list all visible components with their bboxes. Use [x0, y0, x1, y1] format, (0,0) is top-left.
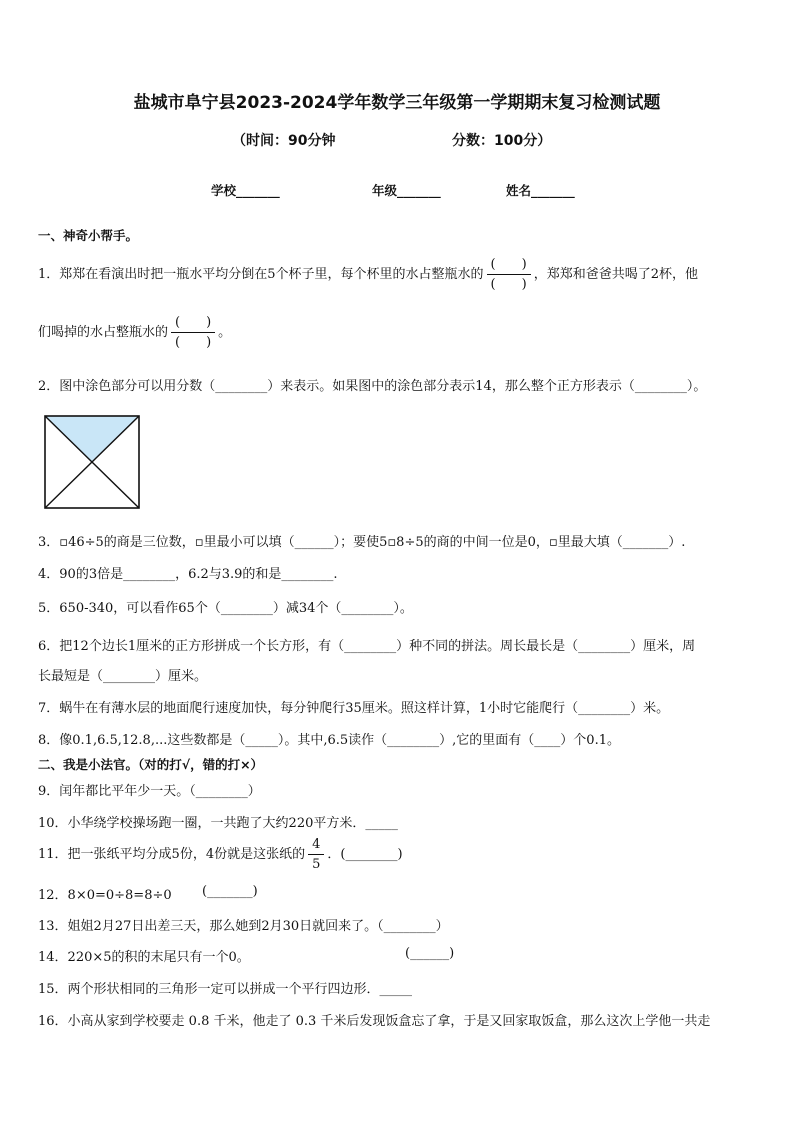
exam-title: 盐城市阜宁县2023-2024学年数学三年级第一学期期末复习检测试题: [133, 93, 661, 113]
question-5: 5．650-340，可以看作65个（________）减34个（________）。: [38, 601, 413, 616]
question-9: 9．闰年都比平年少一天。（________）: [38, 784, 261, 799]
question-1-line-1: [38, 258, 698, 291]
question-1-blank-fraction-2: [171, 316, 215, 349]
question-1-text-b: ，郑郑和爸爸共喝了2杯，他: [533, 267, 698, 282]
question-6-line-2: 长最短是（________）厘米。: [38, 669, 208, 684]
question-10: 10．小华绕学校操场跑一圈，一共跑了大约220平方米．_____: [38, 816, 398, 831]
question-8: 8．像0.1,6.5,12.8,...这些数都是（_____）。其中,6.5读作（________）,它的里面有（____）个0.1。: [38, 733, 620, 748]
question-12: 12．8×0=0÷8=8÷0: [38, 888, 172, 903]
school-field: 学校_______: [211, 183, 280, 198]
question-1-blank-fraction-1: [487, 258, 531, 291]
fraction-denominator: ( ): [490, 277, 527, 292]
question-1-line-2: [38, 316, 231, 349]
grade-field: 年级_______: [372, 183, 441, 198]
fraction-denominator: 5: [312, 857, 321, 872]
exam-time: （时间：90分钟: [232, 133, 336, 149]
question-11-fraction: [308, 838, 324, 871]
fraction-numerator: ( ): [171, 316, 215, 333]
question-12-answer-blank: (_______): [202, 884, 258, 899]
name-field: 姓名_______: [506, 183, 575, 198]
section-2-heading: 二、我是小法官。（对的打√，错的打×）: [38, 757, 264, 772]
question-11-text-a: 11．把一张纸平均分成5份，4份就是这张纸的: [38, 847, 306, 862]
section-1-heading: 一、神奇小帮手。: [38, 228, 139, 243]
question-13: 13．姐姐2月27日出差三天，那么她到2月30日就回来了。（________）: [38, 919, 449, 934]
question-1-text-a: 1．郑郑在看演出时把一瓶水平均分倒在5个杯子里，每个杯里的水占整瓶水的: [38, 267, 484, 282]
question-7: 7．蜗牛在有薄水层的地面爬行速度加快，每分钟爬行35厘米。照这样计算，1小时它能爬行（________）米。: [38, 701, 670, 716]
question-11-text-b: ．(________): [327, 847, 403, 862]
fraction-numerator: ( ): [487, 258, 531, 275]
question-1-text-c: 们喝掉的水占整瓶水的: [38, 325, 169, 340]
exam-score: 分数：100分）: [452, 133, 552, 149]
question-14: 14．220×5的积的末尾只有一个0。: [38, 950, 250, 965]
shaded-square-figure: [44, 415, 140, 509]
question-15: 15．两个形状相同的三角形一定可以拼成一个平行四边形．_____: [38, 982, 413, 997]
shaded-triangle: [45, 416, 139, 462]
question-3: 3．▫46÷5的商是三位数，▫里最小可以填（______）；要使5▫8÷5的商的中间一位是0，▫里最大填（_______）.: [38, 535, 686, 550]
question-4: 4．90的3倍是________，6.2与3.9的和是________.: [38, 567, 338, 582]
question-11: [38, 838, 403, 871]
question-6-line-1: 6．把12个边长1厘米的正方形拼成一个长方形，有（________）种不同的拼法。周长最长是（________）厘米，周: [38, 639, 696, 654]
fraction-denominator: ( ): [175, 335, 212, 350]
question-2: 2．图中涂色部分可以用分数（________）来表示。如果图中的涂色部分表示14，那么整个正方形表示（________）。: [38, 379, 707, 394]
question-1-text-d: 。: [218, 325, 232, 340]
fraction-numerator: 4: [308, 838, 324, 855]
question-14-answer-blank: (______): [405, 946, 455, 961]
question-16: 16．小高从家到学校要走 0.8 千米，他走了 0.3 千米后发现饭盒忘了拿，于是又回家取饭盒，那么这次上学他一共走: [38, 1014, 711, 1029]
